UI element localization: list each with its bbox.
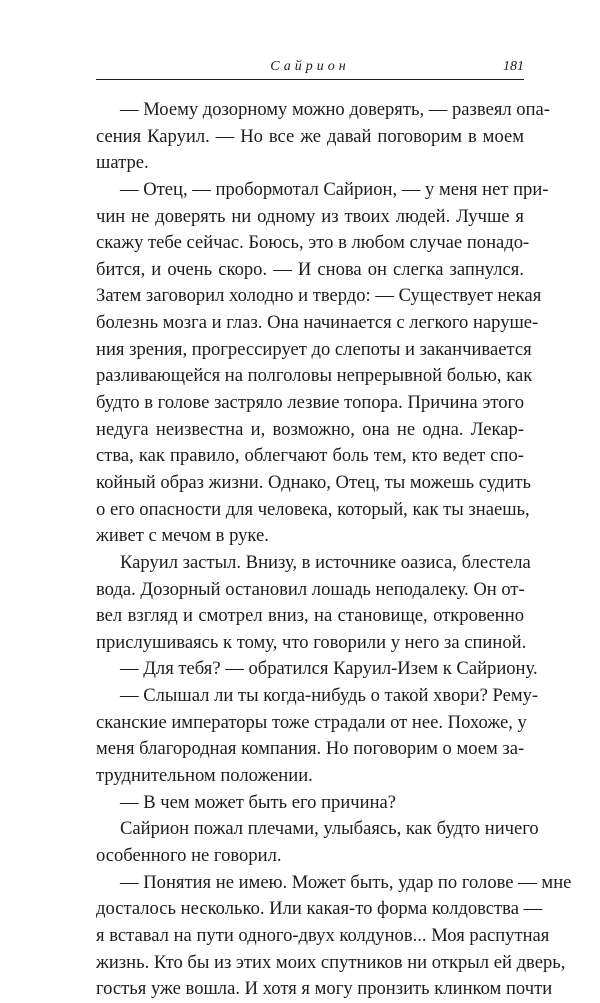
text-line: вел взгляд и смотрел вниз, на становище, откровенно: [96, 605, 524, 627]
text-line: ния зрения, прогрессирует до слепоты и заканчивается: [96, 338, 532, 360]
text-line: недуга неизвестна и, возможно, она не одна. Лекар-: [96, 418, 524, 440]
text-line: меня благородная компания. Но поговорим о моем за-: [96, 738, 525, 760]
text-line: — Моему дозорному можно доверять, — развеял опа-: [120, 99, 550, 120]
text-line: сения Каруил. — Но все же давай поговорим в моем: [96, 125, 524, 147]
text-line: живет с мечом в руке.: [96, 525, 269, 547]
text-line: бится, и очень скоро. — И снова он слегка запнулся.: [96, 258, 524, 280]
text-line: — Отец, — пробормотал Сайрион, — у меня нет при-: [120, 178, 549, 200]
text-line: чин не доверять ни одному из твоих людей. Лучше я: [96, 205, 524, 227]
text-line: скажу тебе сейчас. Боюсь, это в любом случае понадо-: [96, 232, 530, 254]
text-line: Каруил застыл. Внизу, в источнике оазиса, блестела: [120, 551, 531, 573]
text-line: шатре.: [96, 152, 149, 174]
text-line: койный образ жизни. Однако, Отец, ты можешь судить: [96, 471, 531, 493]
running-title: Сайрион: [270, 59, 350, 74]
body-text: [96, 97, 572, 1003]
text-line: гостья уже вошла. И хотя я могу пронзить клинком почти: [96, 978, 553, 1000]
text-line: о его опасности для человека, который, как ты знаешь,: [96, 498, 530, 520]
text-line: я вставал на пути одного-двух колдунов... Моя распутная: [96, 924, 550, 946]
text-line: досталось несколько. Или какая-то форма колдовства —: [96, 898, 543, 920]
text-line: жизнь. Кто бы из этих моих спутников ни открыл ей дверь,: [96, 951, 566, 973]
text-line: — В чем может быть его причина?: [120, 791, 397, 813]
page-number: 181: [503, 59, 524, 74]
text-line: — Понятия не имею. Может быть, удар по голове — мне: [120, 871, 572, 893]
text-line: особенного не говорил.: [96, 844, 282, 866]
text-line: труднительном положении.: [96, 765, 313, 787]
text-line: — Слышал ли ты когда-нибудь о такой хвори? Рему-: [120, 685, 539, 707]
text-line: Сайрион пожал плечами, улыбаясь, как будто ничего: [120, 818, 539, 840]
page-header: [96, 58, 524, 78]
text-line: — Для тебя? — обратился Каруил-Изем к Сайриону.: [120, 658, 538, 680]
header-rule: [96, 79, 524, 80]
text-line: прислушиваясь к тому, что говорили у него за спиной.: [96, 631, 527, 653]
text-line: вода. Дозорный остановил лошадь неподалеку. Он от-: [96, 578, 525, 600]
text-line: сканские императоры тоже страдали от нее. Похоже, у: [96, 711, 527, 733]
text-line: ства, как правило, облегчают боль тем, кто ведет спо-: [96, 445, 524, 467]
text-line: Затем заговорил холодно и твердо: — Существует некая: [96, 285, 542, 307]
text-line: болезнь мозга и глаз. Она начинается с легкого наруше-: [96, 312, 539, 334]
text-line: будто в голове застряло лезвие топора. Причина этого: [96, 392, 524, 414]
text-line: разливающейся на полголовы непрерывной болью, как: [96, 365, 533, 387]
